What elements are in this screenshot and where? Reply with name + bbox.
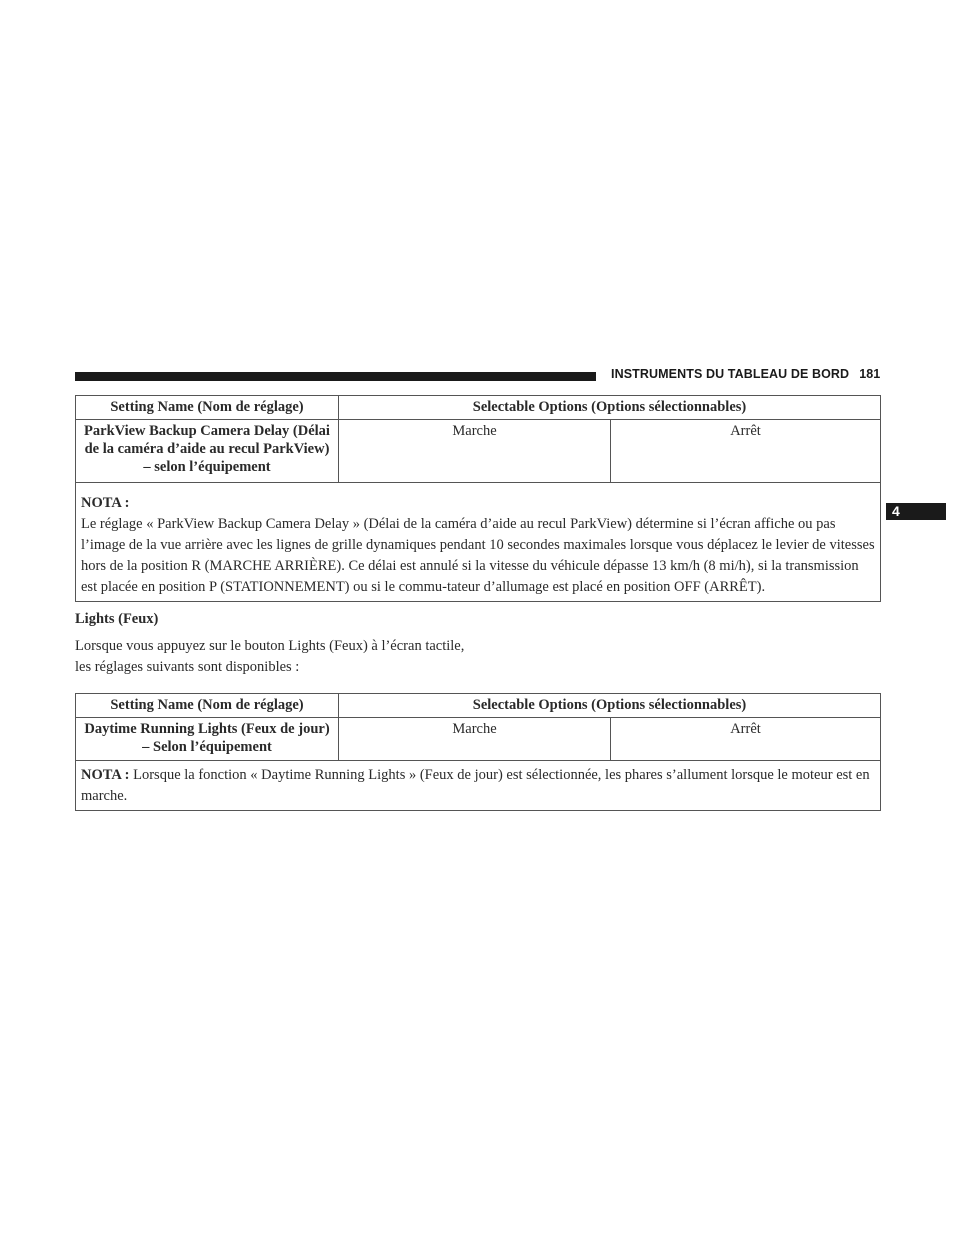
table-header-row — [76, 396, 881, 420]
option-cell: Arrêt — [611, 420, 881, 483]
col-header-setting-name: Setting Name (Nom de réglage) — [76, 396, 339, 420]
note-row — [76, 761, 881, 811]
note-text: Lorsque la fonction « Daytime Running Lights » (Feux de jour) est sélectionnée, les phares s’allument lorsque le moteur est en marche. — [81, 767, 870, 804]
col-header-selectable-options: Selectable Options (Options sélectionnables) — [339, 694, 881, 718]
note-cell — [76, 483, 881, 602]
section-heading-lights: Lights (Feux) — [75, 611, 159, 627]
table-row — [76, 718, 881, 761]
settings-table-lights — [75, 693, 881, 811]
option-cell: Arrêt — [611, 718, 881, 761]
note-row — [76, 483, 881, 602]
col-header-selectable-options: Selectable Options (Options sélectionnables) — [339, 396, 881, 420]
note-text: Le réglage « ParkView Backup Camera Delay » (Délai de la caméra d’aide au recul ParkView) détermine si l’écran affiche ou pas l’image de la vue arrière avec les lignes de grille dynamiques pendant 10 secondes maximales lorsque vous déplacez le levier de vitesses hors de la position R (MARCHE ARRIÈRE). Ce délai est annulé si la vitesse du véhicule dépasse 13 km/h (8 mi/h), si la transmission est placée en position P (STATIONNEMENT) ou si le commu-tateur d’allumage est placé en position OFF (ARRÊT). — [81, 516, 875, 595]
chapter-tab: 4 — [886, 503, 946, 520]
table-header-row — [76, 694, 881, 718]
note-cell — [76, 761, 881, 811]
note-label: NOTA : — [81, 495, 130, 511]
running-header — [611, 367, 880, 381]
settings-table-parkview — [75, 395, 881, 602]
note-label: NOTA : — [81, 767, 130, 783]
table-row — [76, 420, 881, 483]
header-rule — [75, 372, 596, 381]
chapter-title: INSTRUMENTS DU TABLEAU DE BORD — [611, 367, 850, 381]
page-number: 181 — [859, 367, 881, 381]
col-header-setting-name: Setting Name (Nom de réglage) — [76, 694, 339, 718]
option-cell: Marche — [339, 718, 611, 761]
setting-name-cell: Daytime Running Lights (Feux de jour) – Selon l’équipement — [76, 718, 339, 761]
lights-intro-paragraph: Lorsque vous appuyez sur le bouton Lights (Feux) à l’écran tactile, les réglages suivants sont disponibles : — [75, 638, 465, 675]
setting-name-cell: ParkView Backup Camera Delay (Délai de la caméra d’aide au recul ParkView) – selon l’équipement — [76, 420, 339, 483]
option-cell: Marche — [339, 420, 611, 483]
